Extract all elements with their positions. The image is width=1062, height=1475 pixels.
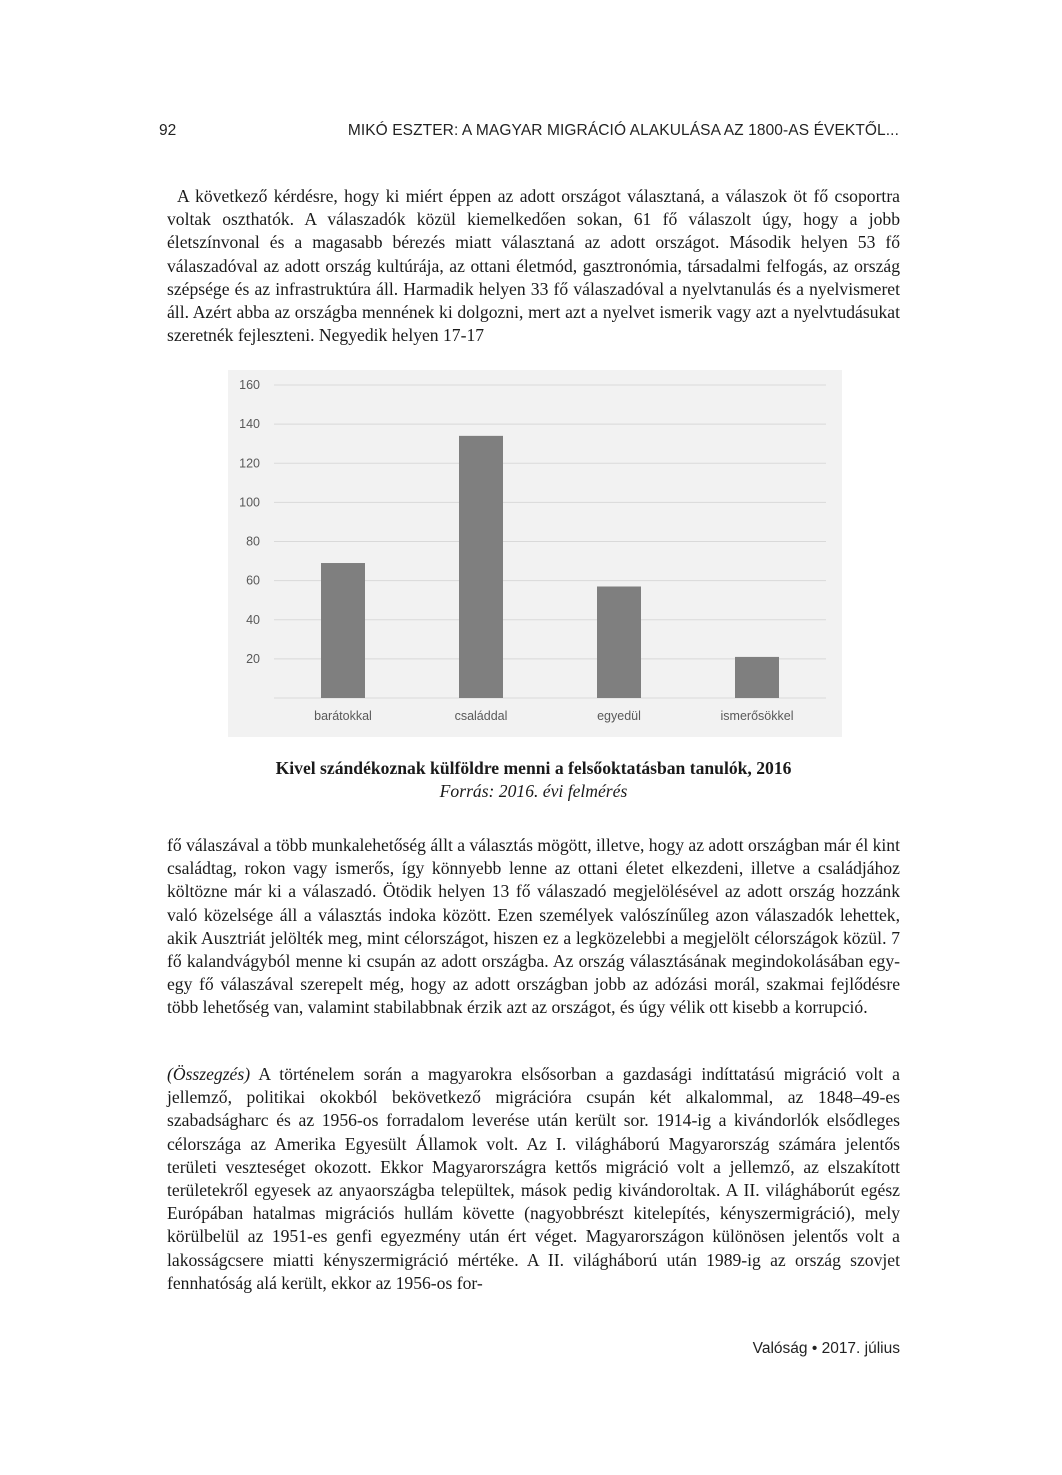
bar-chart-svg xyxy=(228,370,842,737)
x-tick-labels xyxy=(314,709,793,723)
y-tick-label: 60 xyxy=(246,573,260,588)
body-paragraph-3 xyxy=(167,1063,900,1295)
y-tick-label: 80 xyxy=(246,534,260,549)
page-footer: Valóság • 2017. július xyxy=(752,1340,900,1357)
x-tick-label: barátokkal xyxy=(314,709,372,723)
x-tick-label: családdal xyxy=(454,709,508,723)
y-tick-label: 160 xyxy=(239,378,260,392)
page-number: 92 xyxy=(159,122,177,139)
y-tick-label: 120 xyxy=(239,456,260,471)
y-tick-labels xyxy=(239,378,260,666)
y-tick-label: 100 xyxy=(239,495,260,510)
y-tick-label: 20 xyxy=(246,651,260,666)
figure-title: Kivel szándékoznak külföldre menni a felsőoktatásban tanulók, 2016 xyxy=(275,758,792,778)
section-body: A történelem során a magyarokra elsősorban a gazdasági indíttatású migráció volt a jellemző, politikai okokból bekövetkező migrációra csupán két alkalommal, az 1848–49-es szabadságharc és az 1956-os forradalom leverése után került sor. 1914-ig a kivándorlók elsődleges célországa az Amerika Egyesült Államok volt. Az I. világháború Magyarország számára jelentős területi veszteséget okozott. Ekkor Magyarországra kettős migráció volt a jellemző, az elszakított területekről egyesek az anyaországba települtek, mások pedig kivándoroltak. A II. világháborút egész Európában hatalmas migrációs hullám követte (nagyobbrészt kitelepítés, kényszermigráció), mely körülbelül az 1951-es genfi egyezmény után ért véget. Magyarországon különösen jelentős volt a lakosságcsere miatti kényszermigráció mértéke. A II. világháború után 1989-ig az ország szovjet fennhatóság alá került, ekkor az 1956-os for- xyxy=(167,1064,900,1293)
body-paragraph-1: A következő kérdésre, hogy ki miért éppen az adott országot választaná, a válaszok öt fő csoportra voltak oszthatók. A válaszadók közül kiemelkedően sokan, 61 fő válaszolt úgy, hogy a jobb életszínvonal és a magasabb bérezés miatt választaná az adott országot. Második helyen 53 fő válaszadóval az adott ország kultúrája, az ottani életmód, gasztronómia, társadalmi felfogás, az ország szépsége és az infrastruktúra áll. Harmadik helyen 33 fő válaszadóval a nyelvtanulás és a nyelvismeret áll. Azért abba az országba mennének ki dolgozni, mert azt a nyelvet ismerik vagy azt a nyelvtudásukat szeretnék fejleszteni. Negyedik helyen 17-17 xyxy=(167,186,900,346)
bar-0 xyxy=(321,563,365,698)
figure-caption xyxy=(167,757,900,803)
page-header xyxy=(159,122,899,146)
section-lead: (Összegzés) xyxy=(167,1064,251,1084)
running-title: MIKÓ ESZTER: A MAGYAR MIGRÁCIÓ ALAKULÁSA AZ 1800-AS ÉVEKTŐL... xyxy=(347,122,899,139)
bar-chart xyxy=(228,370,842,737)
bar-2 xyxy=(597,586,641,698)
x-tick-label: ismerősökkel xyxy=(720,709,794,723)
y-tick-label: 140 xyxy=(239,417,260,432)
y-tick-label: 40 xyxy=(246,612,260,627)
body-paragraph-2: fő válaszával a több munkalehetőség állt a választás mögött, illetve, hogy az adott országban már él kint családtag, rokon vagy ismerős, így könnyebb lenne az ottani életet elkezdeni, illetve a családjához költözne már ki a válaszadó. Ötödik helyen 13 fő válaszadó megjelölésével az adott ország hozzánk való közelsége áll a választás indoka között. Ezen személyek valószínűleg azon válaszadók lehettek, akik Ausztriát jelölték meg, mint célországot, hiszen ez a legközelebbi a megjelölt célországok közül. 7 fő kalandvágyból menne ki csupán az adott országba. Az ország választásának megindokolásában egy-egy fő válaszával szerepelt még, hogy az adott országban jobb az adózási morál, szakmai fejlődésre több lehetőség van, valamint stabilabbnak érzik azt az országot, és úgy vélik ott kisebb a korrupció. xyxy=(167,835,900,1018)
x-tick-label: egyedül xyxy=(597,709,641,723)
figure-source: Forrás: 2016. évi felmérés xyxy=(439,781,628,801)
bar-1 xyxy=(459,436,503,698)
bar-3 xyxy=(735,657,779,698)
